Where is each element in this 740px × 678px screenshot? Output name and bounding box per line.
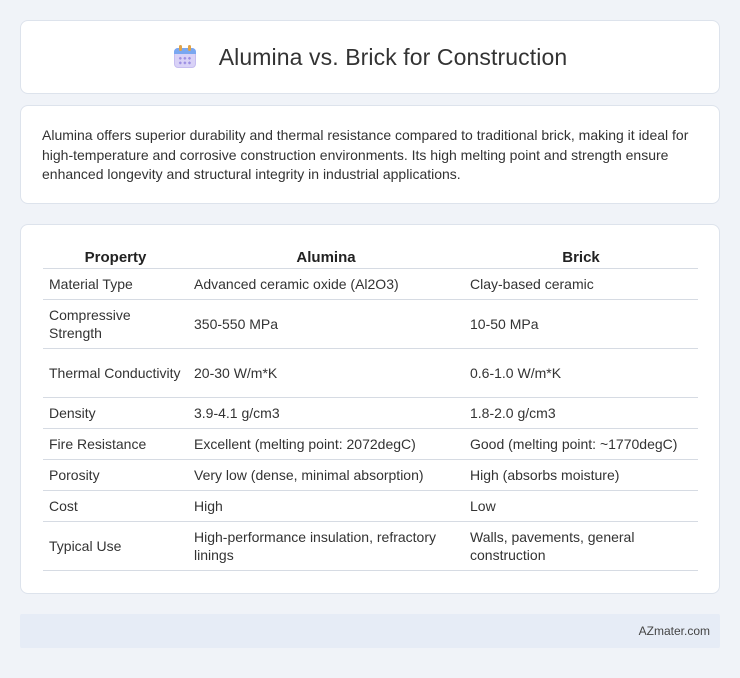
- summary-text: Alumina offers superior durability and thermal resistance compared to traditional brick, making it ideal for high-temperature and corrosive construction environments. Its high melting point and strength ensure enhanced longevity and structural integrity in industrial applications.: [42, 127, 689, 182]
- table-row: [43, 398, 698, 429]
- table-row: [43, 491, 698, 522]
- table-row: [43, 460, 698, 491]
- header-brick: Brick: [464, 246, 698, 269]
- row-property: Porosity: [43, 460, 188, 491]
- page-title: Alumina vs. Brick for Construction: [218, 43, 568, 70]
- row-brick-value: 0.6-1.0 W/m*K: [464, 349, 698, 398]
- header-alumina: Alumina: [188, 246, 464, 269]
- title-card: [20, 20, 720, 94]
- footer-bar: [20, 614, 720, 648]
- comparison-table: [43, 246, 698, 571]
- row-alumina-value: Very low (dense, minimal absorption): [188, 460, 464, 491]
- row-alumina-value: Excellent (melting point: 2072degC): [188, 429, 464, 460]
- row-alumina-value: 20-30 W/m*K: [188, 349, 464, 398]
- row-property: Thermal Conductivity: [43, 349, 188, 398]
- table-row: [43, 522, 698, 571]
- row-brick-value: High (absorbs moisture): [464, 460, 698, 491]
- row-alumina-value: 3.9-4.1 g/cm3: [188, 398, 464, 429]
- row-brick-value: Clay-based ceramic: [464, 269, 698, 300]
- row-property: Fire Resistance: [43, 429, 188, 460]
- row-brick-value: Walls, pavements, general construction: [464, 522, 698, 571]
- calendar-icon: [173, 45, 197, 69]
- comparison-card: [20, 224, 720, 594]
- table-row: [43, 300, 698, 349]
- row-property: Typical Use: [43, 522, 188, 571]
- row-brick-value: 1.8-2.0 g/cm3: [464, 398, 698, 429]
- row-alumina-value: Advanced ceramic oxide (Al2O3): [188, 269, 464, 300]
- table-row: [43, 269, 698, 300]
- header-property: Property: [43, 246, 188, 269]
- row-alumina-value: High-performance insulation, refractory linings: [188, 522, 464, 571]
- table-row: [43, 429, 698, 460]
- row-brick-value: 10-50 MPa: [464, 300, 698, 349]
- row-property: Cost: [43, 491, 188, 522]
- row-property: Material Type: [43, 269, 188, 300]
- row-property: Density: [43, 398, 188, 429]
- row-alumina-value: High: [188, 491, 464, 522]
- row-brick-value: Good (melting point: ~1770degC): [464, 429, 698, 460]
- summary-card: [20, 105, 720, 204]
- row-property: Compressive Strength: [43, 300, 188, 349]
- table-row: [43, 349, 698, 398]
- table-header-row: [43, 246, 698, 269]
- row-brick-value: Low: [464, 491, 698, 522]
- footer-brand-link[interactable]: AZmater.com: [638, 624, 710, 638]
- row-alumina-value: 350-550 MPa: [188, 300, 464, 349]
